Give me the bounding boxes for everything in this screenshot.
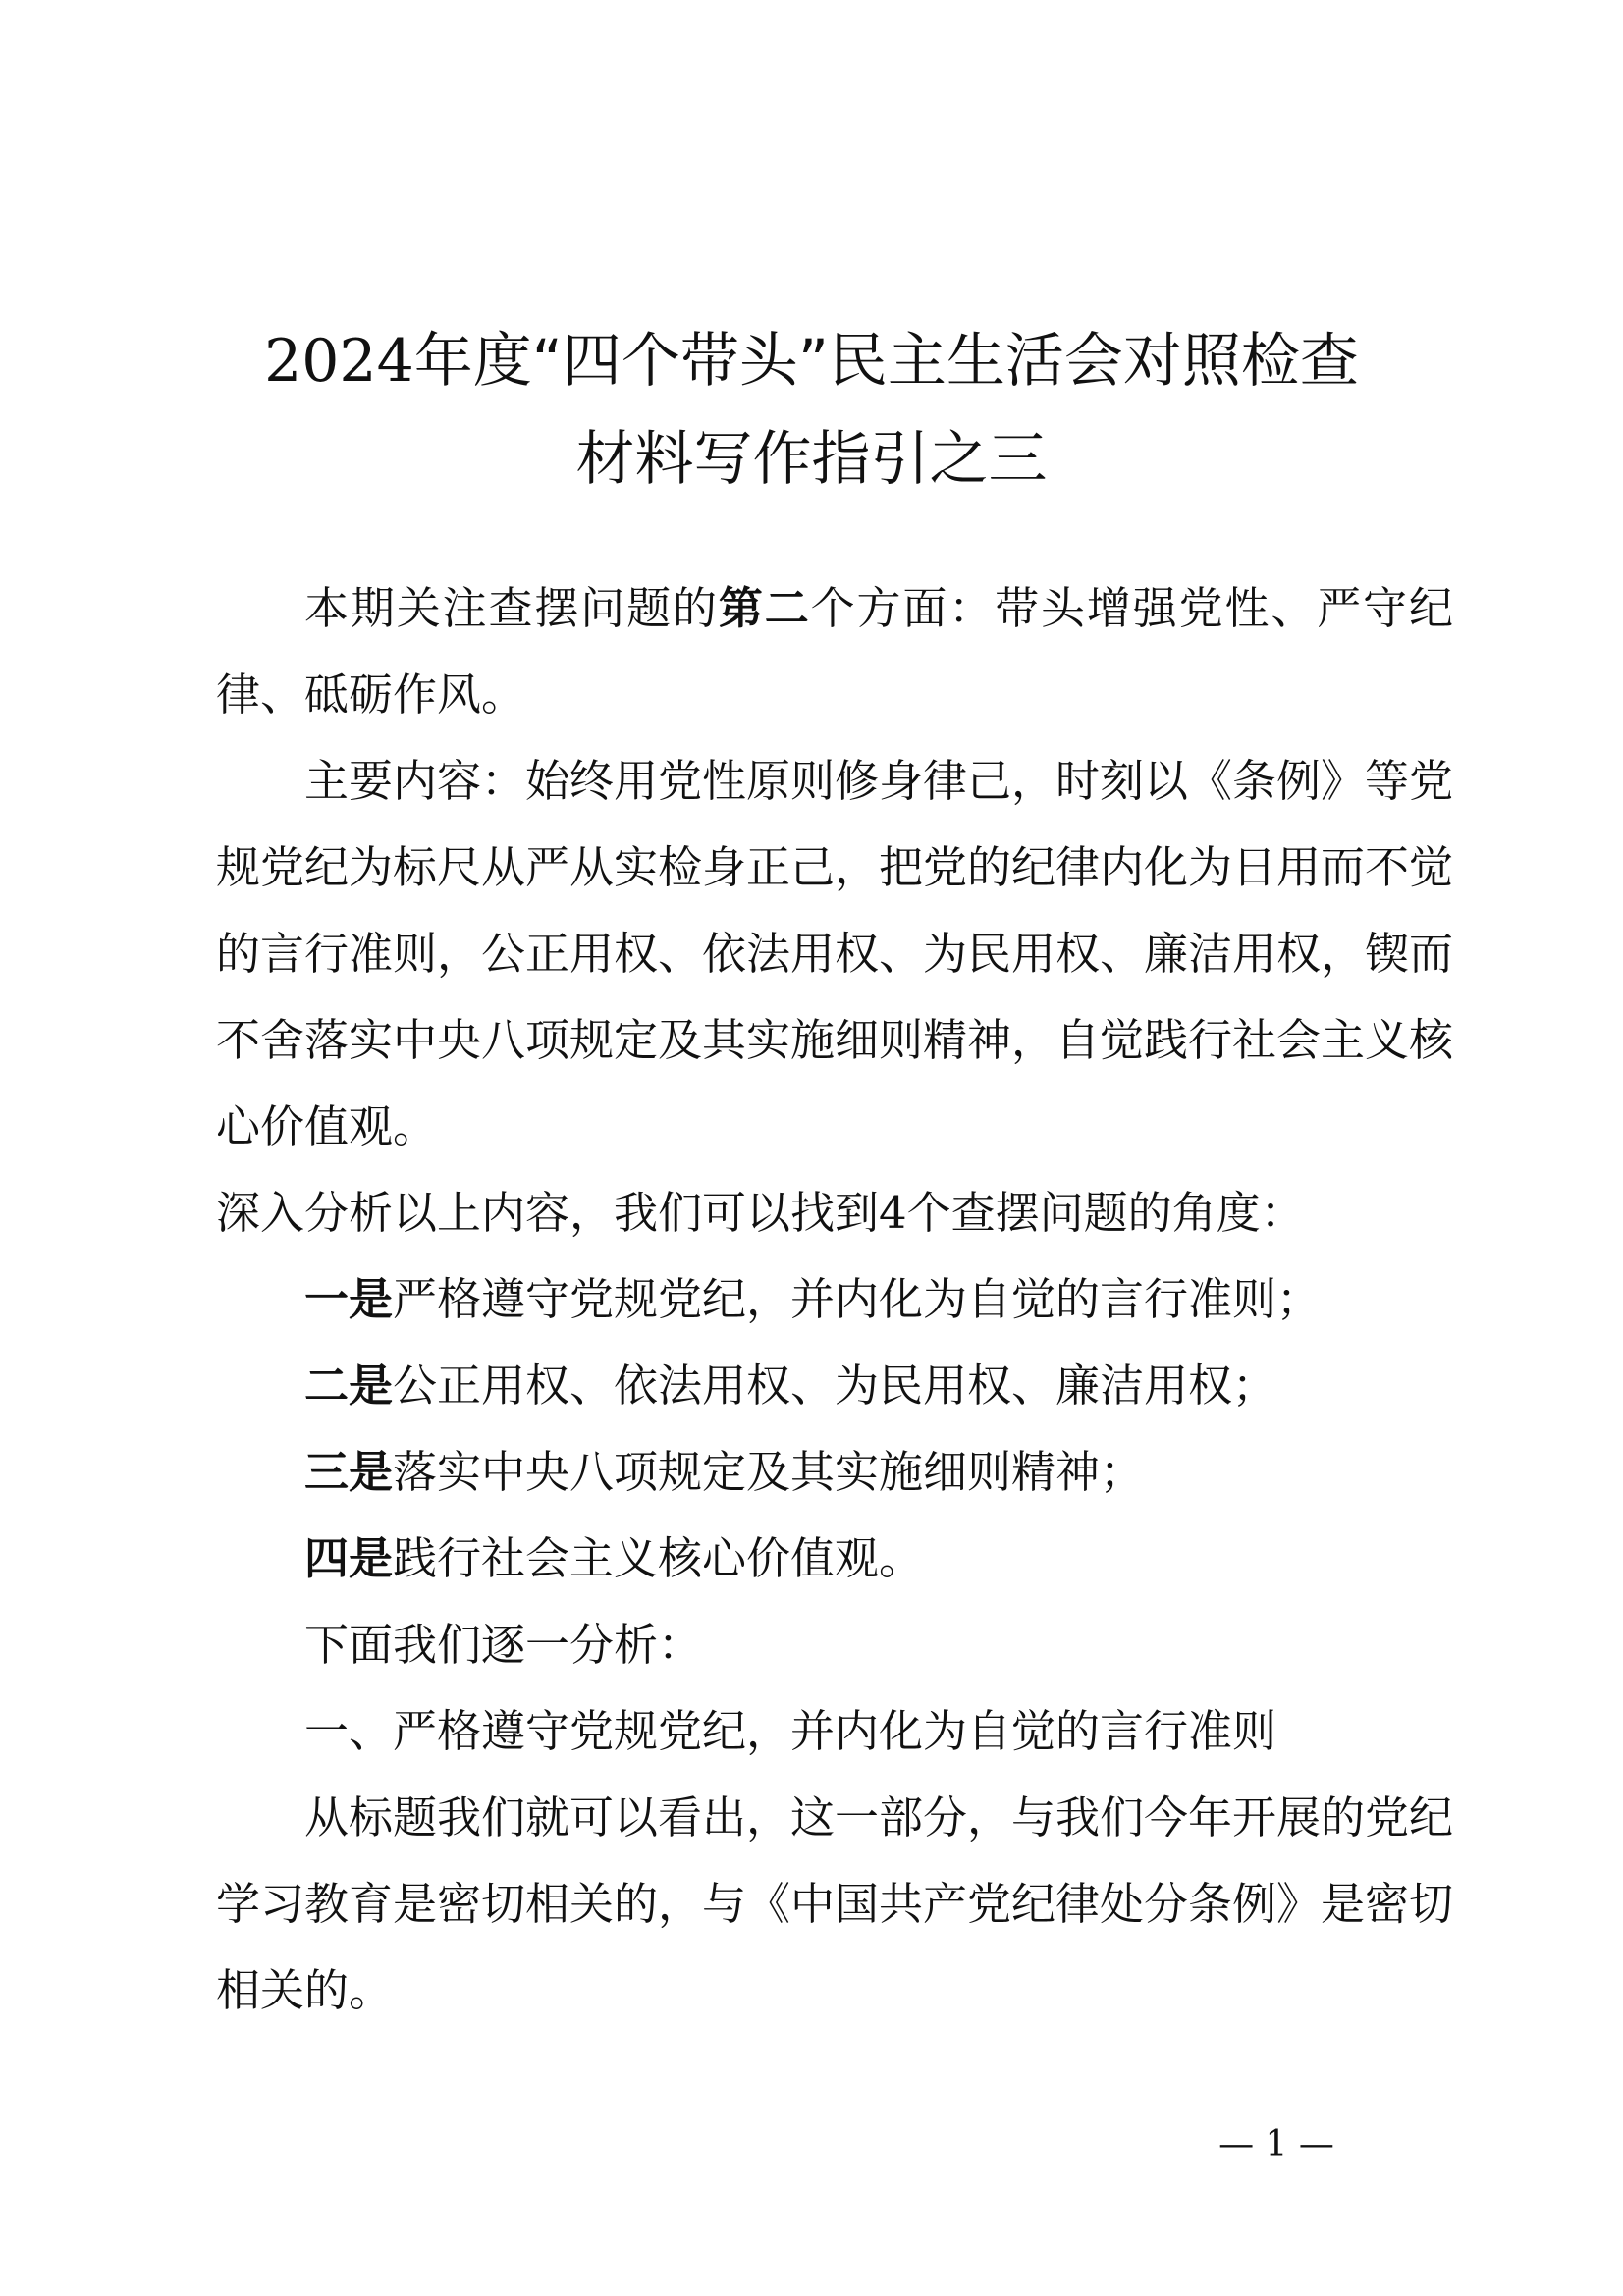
list-item-text: 落实中央八项规定及其实施细则精神； — [393, 1446, 1145, 1498]
list-item-label: 二是 — [304, 1360, 394, 1412]
list-item-text: 严格遵守党规党纪，并内化为自觉的言行准则； — [393, 1273, 1322, 1325]
paragraph-analysis — [216, 1170, 1453, 1256]
paragraph-analysis-text-a: 深入分析以上内容，我们可以找到 — [216, 1187, 880, 1239]
title-line-1-text: 年度“四个带头”民主生活会对照检查 — [413, 327, 1359, 396]
list-item-text: 践行社会主义核心价值观。 — [393, 1532, 924, 1584]
document-body — [216, 565, 1453, 2034]
list-item — [216, 1256, 1453, 1343]
title-year: 2024 — [264, 327, 414, 396]
list-item — [216, 1516, 1453, 1602]
document-title — [177, 312, 1446, 508]
paragraph-main-content: 主要内容：始终用党性原则修身律己，时刻以《条例》等党规党纪为标尺从严从实检身正己，把党的纪律内化为日用而不觉的言行准则，公正用权、依法用权、为民用权、廉洁用权，锲而不舍落实中央八项规定及其实施细则精神，自觉践行社会主义核心价值观。 — [216, 755, 1454, 1152]
paragraph-focus-text-b: 个方面：带头增强党性、严守纪律、砥砺作风。 — [216, 582, 1453, 721]
list-item-label: 一是 — [304, 1273, 394, 1325]
list-item — [216, 1429, 1453, 1516]
paragraph-focus-text-a: 本期关注查摆问题的 — [304, 582, 719, 634]
page-number: — 1 — — [1218, 2124, 1334, 2164]
list-item — [216, 1343, 1453, 1429]
list-item-label: 三是 — [304, 1446, 394, 1498]
title-line-1 — [177, 312, 1446, 410]
paragraph-analysis-number: 4 — [879, 1187, 907, 1239]
list-item-label: 四是 — [304, 1532, 394, 1584]
paragraph-focus-bold: 第二 — [718, 582, 811, 634]
paragraph-analysis-text-b: 个查摆问题的角度： — [906, 1187, 1305, 1239]
title-line-2: 材料写作指引之三 — [575, 425, 1048, 494]
list-item-text: 公正用权、依法用权、为民用权、廉洁用权； — [393, 1360, 1277, 1412]
paragraph-section-body: 从标题我们就可以看出，这一部分，与我们今年开展的党纪学习教育是密切相关的，与《中国共产党纪律处分条例》是密切相关的。 — [216, 1791, 1454, 2016]
paragraph-focus — [216, 565, 1453, 738]
paragraph-transition: 下面我们逐一分析： — [304, 1619, 703, 1671]
section-heading: 一、严格遵守党规党纪，并内化为自觉的言行准则 — [304, 1705, 1277, 1757]
